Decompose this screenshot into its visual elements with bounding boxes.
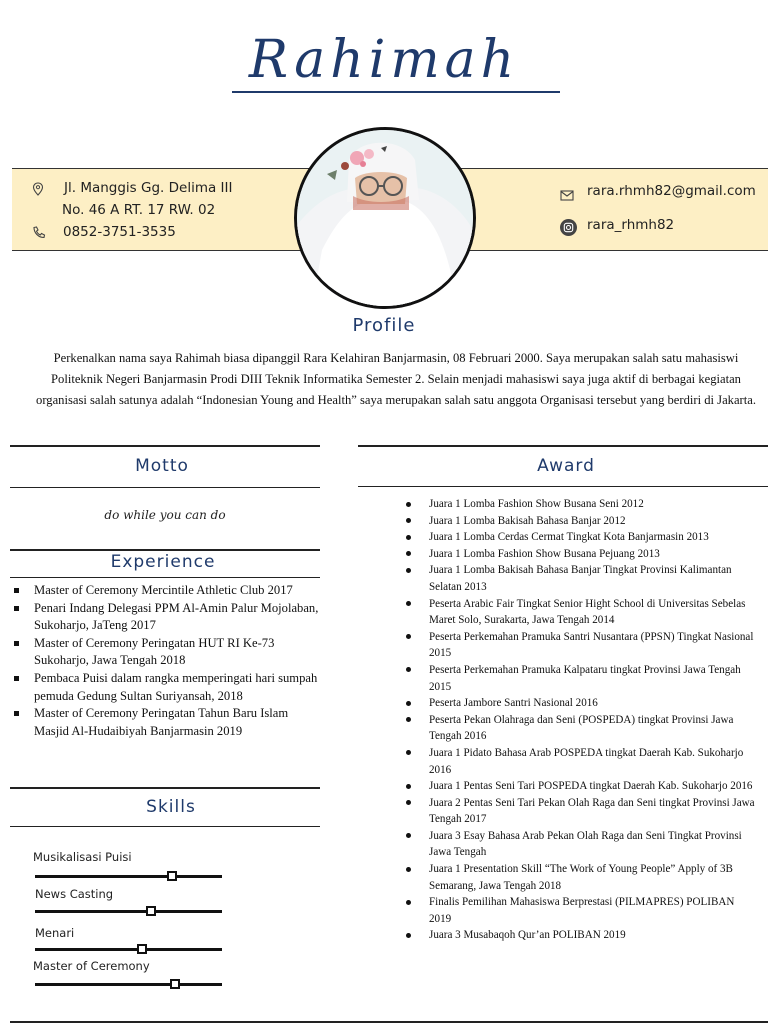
experience-item: Penari Indang Delegasi PPM Al-Amin Palur Mojolaban, Sukoharjo, JaTeng 2017 (10, 600, 326, 635)
skill-label: News Casting (35, 887, 114, 901)
skill-bar (35, 875, 222, 878)
address-line-2: No. 46 A RT. 17 RW. 02 (62, 202, 216, 218)
skill-bar (35, 948, 222, 951)
award-top-rule (358, 445, 768, 447)
skill-label: Musikalisasi Puisi (33, 850, 132, 864)
skill-bar (35, 910, 222, 913)
skill-label: Master of Ceremony (33, 959, 150, 973)
skill-level-marker (137, 944, 147, 954)
award-bottom-rule (358, 486, 768, 487)
profile-photo (294, 127, 476, 309)
motto-text: do while you can do (104, 508, 226, 522)
award-item: Juara 2 Pentas Seni Tari Pekan Olah Raga dan Seni tingkat Provinsi Jawa Tengah 2017 (400, 795, 755, 828)
motto-top-rule (10, 445, 320, 447)
award-item: Peserta Jambore Santri Nasional 2016 (400, 695, 755, 712)
location-pin-icon (32, 181, 44, 200)
address-line-1: Jl. Manggis Gg. Delima III (64, 180, 233, 196)
award-item: Peserta Perkemahan Pramuka Santri Nusantara (PPSN) Tingkat Nasional 2015 (400, 629, 755, 662)
experience-item: Master of Ceremony Mercintile Athletic Club 2017 (10, 582, 326, 600)
skill-level-marker (167, 871, 177, 881)
skill-label: Menari (35, 926, 75, 940)
phone-number[interactable]: 0852-3751-3535 (63, 224, 176, 240)
experience-item: Master of Ceremony Peringatan Tahun Baru Islam Masjid Al-Hudaibiyah Banjarmasin 2019 (10, 705, 326, 740)
experience-list (10, 582, 326, 740)
profile-heading: Profile (352, 315, 416, 336)
skills-heading: Skills (146, 797, 196, 817)
experience-heading: Experience (110, 552, 216, 572)
award-item: Juara 3 Musabaqoh Qur’an POLIBAN 2019 (400, 927, 755, 944)
award-list (400, 496, 755, 944)
award-item: Juara 1 Lomba Fashion Show Busana Pejuang 2013 (400, 546, 755, 563)
experience-bottom-rule (10, 577, 320, 578)
award-item: Peserta Perkemahan Pramuka Kalpataru tingkat Provinsi Jawa Tengah 2015 (400, 662, 755, 695)
skill-level-marker (170, 979, 180, 989)
award-item: Juara 1 Lomba Fashion Show Busana Seni 2012 (400, 496, 755, 513)
resume-name: Rahimah (248, 30, 520, 90)
award-heading: Award (537, 456, 595, 476)
phone-icon (32, 224, 46, 243)
email-address[interactable]: rara.rhmh82@gmail.com (587, 183, 756, 199)
award-item: Juara 1 Pidato Bahasa Arab POSPEDA tingkat Daerah Kab. Sukoharjo 2016 (400, 745, 755, 778)
motto-heading: Motto (135, 456, 189, 476)
award-item: Peserta Arabic Fair Tingkat Senior Hight School di Universitas Sebelas Maret Solo, Surakarta, Jawa Tengah 2014 (400, 596, 755, 629)
experience-item: Master of Ceremony Peringatan HUT RI Ke-73 Sukoharjo, Jawa Tengah 2018 (10, 635, 326, 670)
award-item: Juara 1 Lomba Bakisah Bahasa Banjar 2012 (400, 513, 755, 530)
profile-text: Perkenalkan nama saya Rahimah biasa dipanggil Rara Kelahiran Banjarmasin, 08 Februari 2000. Saya merupakan salah satu mahasiswi Politeknik Negeri Banjarmasin Prodi DIII Teknik Informatika Semester 2. Selain menjadi mahasiswi saya juga aktif di berbagai kegiatan organisasi salah satunya adalah “Indonesian Young and Health” saya merupakan salah satu anggota Organisasi tersebut yang berdiri di Jakarta. (36, 351, 756, 407)
experience-item: Pembaca Puisi dalam rangka memperingati hari sumpah pemuda Gedung Sultan Suriyansah, 2018 (10, 670, 326, 705)
instagram-handle[interactable]: rara_rhmh82 (587, 217, 675, 233)
award-item: Juara 1 Lomba Bakisah Bahasa Banjar Tingkat Provinsi Kalimantan Selatan 2013 (400, 562, 755, 595)
skill-bar (35, 983, 222, 986)
experience-top-rule (10, 549, 320, 551)
name-underline (232, 91, 560, 93)
skills-top-rule (10, 787, 320, 789)
award-item: Juara 1 Presentation Skill “The Work of Young People” Apply of 3B Semarang, Jawa Tengah 2018 (400, 861, 755, 894)
skill-level-marker (146, 906, 156, 916)
bottom-rule (10, 1021, 768, 1023)
envelope-icon (560, 186, 574, 205)
award-item: Peserta Pekan Olahraga dan Seni (POSPEDA) tingkat Provinsi Jawa Tengah 2016 (400, 712, 755, 745)
skills-bottom-rule (10, 826, 320, 827)
motto-bottom-rule (10, 487, 320, 488)
award-item: Juara 1 Pentas Seni Tari POSPEDA tingkat Daerah Kab. Sukoharjo 2016 (400, 778, 755, 795)
award-item: Juara 3 Esay Bahasa Arab Pekan Olah Raga dan Seni Tingkat Provinsi Jawa Tengah (400, 828, 755, 861)
award-item: Finalis Pemilihan Mahasiswa Berprestasi (PILMAPRES) POLIBAN 2019 (400, 894, 755, 927)
award-item: Juara 1 Lomba Cerdas Cermat Tingkat Kota Banjarmasin 2013 (400, 529, 755, 546)
instagram-icon (560, 219, 577, 240)
